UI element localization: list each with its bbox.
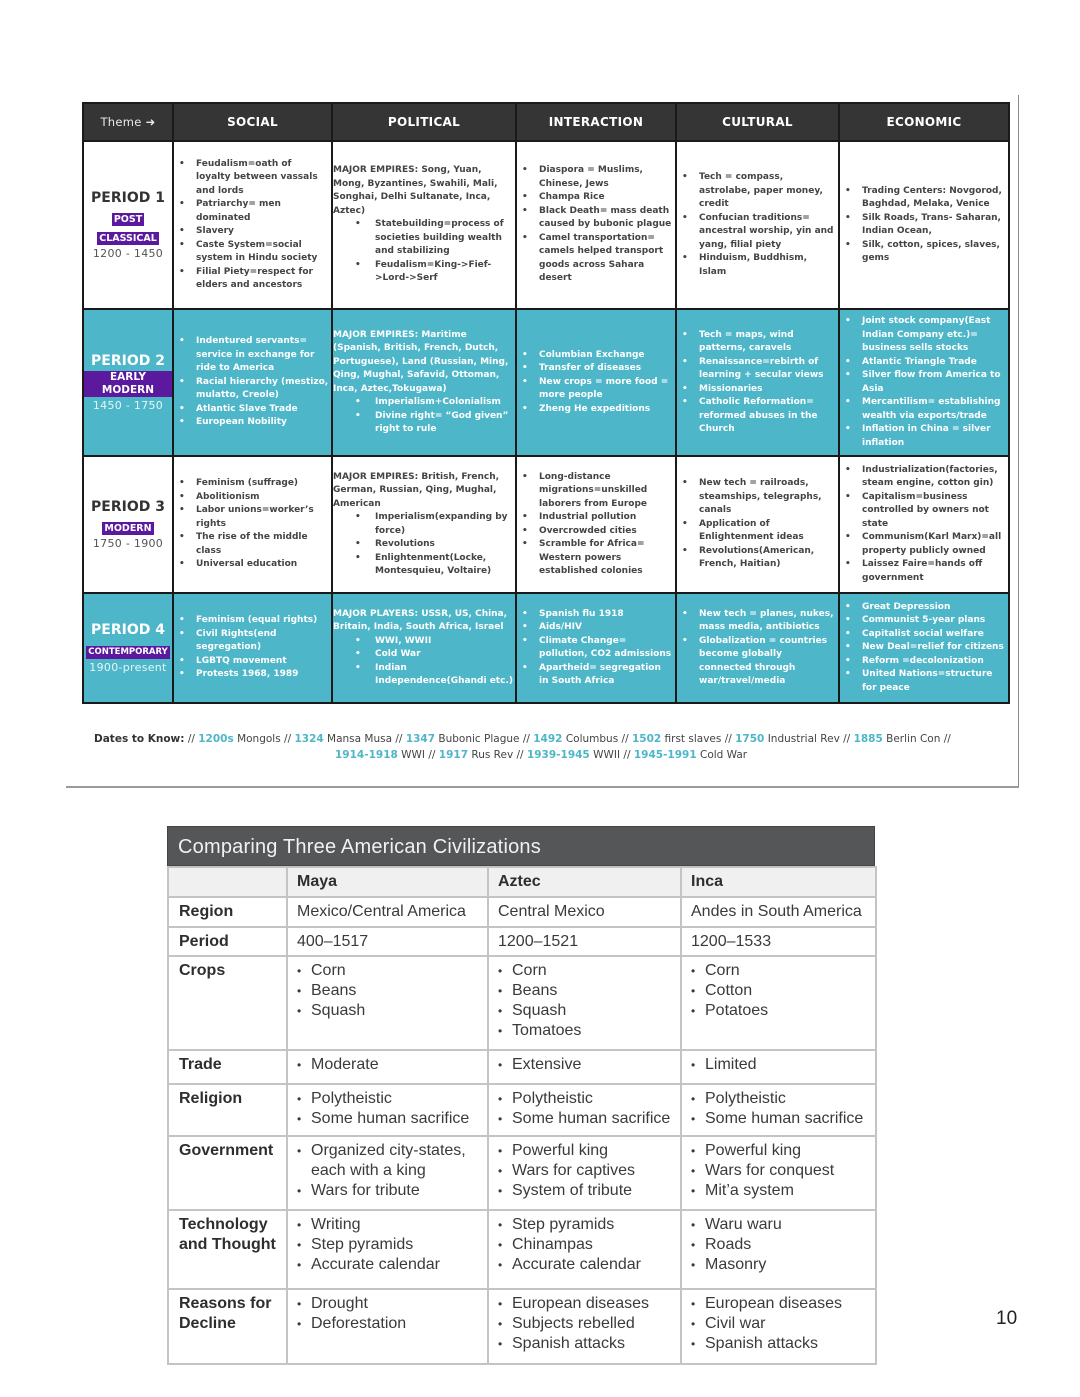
economic-item: • United Nations=structure for peace [862, 668, 1006, 695]
social-item: • Protests 1968, 1989 [196, 668, 329, 682]
political-item: • Feudalism=King->Fief->Lord->Serf [375, 259, 513, 286]
interaction-item: • Overcrowded cities [539, 525, 673, 539]
civilization-cell-item: • Beans [498, 981, 671, 1001]
civilization-row [168, 1050, 876, 1084]
page-border-right [1018, 95, 1019, 787]
civilization-cell-item: • European diseases [498, 1294, 671, 1314]
interaction-item: • Scramble for Africa= Western powers established colonies [539, 538, 673, 579]
civilization-row [168, 1084, 876, 1136]
date-year: 1939-1945 [526, 749, 590, 761]
row-label: Trade [168, 1050, 287, 1084]
economic-item: • Trading Centers: Novgorod, Baghdad, Melaka, Venice [862, 185, 1006, 212]
interaction-item: • Apartheid= segregation in South Africa [539, 662, 673, 689]
cultural-item: • Missionaries [699, 383, 836, 397]
period-name: PERIOD 4 [91, 622, 165, 638]
civilization-cell-item: • Powerful king [691, 1141, 866, 1161]
row-label: Religion [168, 1084, 287, 1136]
civilization-cell-item: • Polytheistic [498, 1089, 671, 1109]
interaction-item: • Columbian Exchange [539, 349, 673, 363]
interaction-cell [516, 456, 676, 593]
civilization-cell-item: • Accurate calendar [297, 1255, 478, 1275]
civilizations-table-title: Comparing Three American Civilizations [167, 826, 875, 866]
civilization-cell-item: • Accurate calendar [498, 1255, 671, 1275]
civilization-row [168, 1289, 876, 1364]
cultural-item: • Application of Enlightenment ideas [699, 518, 836, 545]
economic-item: • Silk Roads, Trans- Saharan, Indian Ocean, [862, 212, 1006, 239]
column-header-aztec: Aztec [488, 867, 681, 897]
row-label: Crops [168, 956, 287, 1050]
date-event: Columbus [565, 733, 619, 745]
civilization-cell-item: • System of tribute [498, 1181, 671, 1201]
civilization-cell: Andes in South America [681, 897, 876, 927]
date-year: 1347 [405, 733, 436, 745]
civilization-cell [287, 1210, 488, 1289]
civilization-cell-item: • Beans [297, 981, 478, 1001]
interaction-item: • Diaspora = Muslims, Chinese, Jews [539, 164, 673, 191]
civilization-cell [488, 956, 681, 1050]
political-cell [332, 456, 516, 593]
economic-item: • Mercantilism= establishing wealth via exports/trade [862, 396, 1006, 423]
period-row [83, 141, 1009, 309]
social-item: • The rise of the middle class [196, 531, 329, 558]
date-event: Cold War [699, 749, 748, 761]
civilization-row [168, 927, 876, 956]
social-cell [173, 593, 332, 703]
cultural-item: • New tech = railroads, steamships, telegraphs, canals [699, 477, 836, 518]
civilization-cell: Central Mexico [488, 897, 681, 927]
dates-label: Dates to Know: [94, 733, 185, 745]
political-lead: MAJOR EMPIRES: Song, Yuan, Mong, Byzantines, Swahili, Mali, Songhai, Delhi Sultanate, Inca, Aztec) [333, 165, 498, 216]
theme-header: Theme ➜ [83, 103, 173, 141]
civilization-cell-item: • Mit’a system [691, 1181, 866, 1201]
civilization-cell-item: • Moderate [297, 1055, 478, 1075]
interaction-item: • Black Death= mass death caused by bubonic plague [539, 205, 673, 232]
civilizations-table [167, 866, 877, 1365]
civilization-cell [287, 1050, 488, 1084]
civilization-cell [488, 1050, 681, 1084]
political-lead: MAJOR EMPIRES: Maritime (Spanish, British, French, Dutch, Portuguese), Land (Russian, Ming, Qing, Mughal, Safavid, Ottoman, Inca, Aztec,Tokugawa) [333, 329, 509, 394]
date-separator: // [843, 733, 851, 745]
date-year: 1492 [533, 733, 563, 745]
date-year: 1200s [198, 733, 234, 745]
date-year: 1917 [438, 749, 469, 761]
cultural-item: • Tech = maps, wind patterns, caravels [699, 329, 836, 356]
economic-item: • Reform =decolonization [862, 655, 1006, 669]
period-years: 1200 - 1450 [92, 247, 164, 260]
civilization-cell-item: • Polytheistic [297, 1089, 478, 1109]
social-item: • Caste System=social system in Hindu society [196, 239, 329, 266]
political-item: • Indian Independence(Ghandi etc.) [375, 662, 513, 689]
political-item: • WWI, WWII [375, 635, 513, 649]
political-cell [332, 593, 516, 703]
civilizations-header-row [168, 867, 876, 897]
political-lead: MAJOR EMPIRES: British, French, German, Russian, Qing, Mughal, American [333, 471, 500, 509]
civilization-cell-item: • Waru waru [691, 1215, 866, 1235]
civilization-cell-item: • Civil war [691, 1314, 866, 1334]
social-item: • Atlantic Slave Trade [196, 403, 329, 417]
social-cell [173, 141, 332, 309]
civilization-cell: 1200–1533 [681, 927, 876, 956]
economic-item: • Atlantic Triangle Trade [862, 356, 1006, 370]
row-label: Region [168, 897, 287, 927]
social-cell [173, 309, 332, 456]
date-event: Bubonic Plague [438, 733, 520, 745]
political-item: • Revolutions [375, 538, 513, 552]
civilization-cell-item: • Masonry [691, 1255, 866, 1275]
social-item: • Feminism (equal rights) [196, 614, 329, 628]
civilization-cell-item: • Extensive [498, 1055, 671, 1075]
date-separator: // [428, 749, 436, 761]
economic-item: • Industrialization(factories, steam engine, cotton gin) [862, 464, 1006, 491]
civilization-cell-item: • Powerful king [498, 1141, 671, 1161]
era-badge: CONTEMPORARY [88, 647, 168, 657]
economic-cell [839, 141, 1009, 309]
civilization-cell [488, 1210, 681, 1289]
civilization-cell [681, 1136, 876, 1210]
economic-item: • Communist 5-year plans [862, 614, 1006, 628]
cultural-item: • Tech = compass, astrolabe, paper money, credit [699, 171, 836, 212]
date-event: Mansa Musa [327, 733, 393, 745]
social-item: • Racial hierarchy (mestizo, mulatto, Creole) [196, 376, 329, 403]
civilization-cell-item: • Potatoes [691, 1001, 866, 1021]
date-year: 1945-1991 [633, 749, 697, 761]
economic-item: • Capitalism=business controlled by owners not state [862, 491, 1006, 532]
civilization-cell-item: • Some human sacrifice [297, 1109, 478, 1129]
civilization-cell [488, 1136, 681, 1210]
column-header-political: POLITICAL [332, 103, 516, 141]
civilization-cell-item: • European diseases [691, 1294, 866, 1314]
date-year: 1885 [853, 733, 883, 745]
economic-item: • Joint stock company(East Indian Company etc.)= business sells stocks [862, 315, 1006, 356]
economic-item: • Silk, cotton, spices, slaves, gems [862, 239, 1006, 266]
interaction-item: • Industrial pollution [539, 511, 673, 525]
political-item: • Enlightenment(Locke, Montesquieu, Voltaire) [375, 552, 513, 579]
dates-line-2 [94, 747, 1004, 763]
economic-item: • Great Depression [862, 601, 1006, 615]
period-years: 1900-present [89, 661, 167, 674]
social-item: • LGBTQ movement [196, 655, 329, 669]
period-row [83, 593, 1009, 703]
civilization-cell-item: • Subjects rebelled [498, 1314, 671, 1334]
economic-item: • Communism(Karl Marx)=all property publicly owned [862, 531, 1006, 558]
social-item: • Slavery [196, 225, 329, 239]
interaction-item: • Zheng He expeditions [539, 403, 673, 417]
civilization-cell-item: • Some human sacrifice [498, 1109, 671, 1129]
column-header-inca: Inca [681, 867, 876, 897]
date-event: Mongols [237, 733, 281, 745]
interaction-item: • New crops = more food = more people [539, 376, 673, 403]
cultural-item: • Confucian traditions= ancestral worship, yin and yang, filial piety [699, 212, 836, 253]
date-separator: // [284, 733, 292, 745]
periods-table [82, 102, 1010, 704]
column-header-maya: Maya [287, 867, 488, 897]
dates-line-1 [188, 733, 951, 745]
column-header-cultural: CULTURAL [676, 103, 839, 141]
interaction-cell [516, 141, 676, 309]
civilization-cell: 400–1517 [287, 927, 488, 956]
social-item: • Filial Piety=respect for elders and ancestors [196, 266, 329, 293]
date-event: WWI [401, 749, 426, 761]
period-years: 1450 - 1750 [92, 399, 164, 412]
civilization-cell [681, 1084, 876, 1136]
date-separator: // [395, 733, 403, 745]
page-number: 10 [996, 1308, 1018, 1329]
periods-header-row [83, 103, 1009, 141]
date-separator: // [943, 733, 951, 745]
date-year: 1324 [294, 733, 324, 745]
economic-item: • Capitalist social welfare [862, 628, 1006, 642]
civilization-cell-item: • Tomatoes [498, 1021, 671, 1041]
cultural-item: • Revolutions(American, French, Haitian) [699, 545, 836, 572]
civilization-cell [681, 1050, 876, 1084]
civilization-cell: Mexico/Central America [287, 897, 488, 927]
cultural-cell [676, 309, 839, 456]
date-year: 1914-1918 [335, 749, 398, 761]
civilizations-table-container [167, 826, 875, 1365]
interaction-item: • Long-distance migrations=unskilled laborers from Europe [539, 471, 673, 512]
date-event: first slaves [664, 733, 722, 745]
column-header-economic: ECONOMIC [839, 103, 1009, 141]
civilization-cell-item: • Wars for tribute [297, 1181, 478, 1201]
era-badge: POST [113, 214, 143, 225]
civilization-cell-item: • Spanish attacks [691, 1334, 866, 1354]
date-event: Berlin Con [886, 733, 941, 745]
date-separator: // [623, 749, 631, 761]
economic-item: • Silver flow from America to Asia [862, 369, 1006, 396]
interaction-item: • Aids/HIV [539, 621, 673, 635]
period-row [83, 456, 1009, 593]
cultural-item: • Globalization = countries become globally connected through war/travel/media [699, 635, 836, 689]
economic-cell [839, 309, 1009, 456]
row-label: Reasons for Decline [168, 1289, 287, 1364]
civilization-cell-item: • Corn [297, 961, 478, 981]
corner-cell [168, 867, 287, 897]
civilization-cell-item: • Cotton [691, 981, 866, 1001]
interaction-item: • Transfer of diseases [539, 362, 673, 376]
civilization-cell-item: • Squash [498, 1001, 671, 1021]
date-separator: // [522, 733, 530, 745]
period-label-cell [83, 456, 173, 593]
civilization-cell-item: • Wars for captives [498, 1161, 671, 1181]
dates-to-know [94, 731, 1004, 763]
political-lead: MAJOR PLAYERS: USSR, US, China, Britain, India, South Africa, Israel [333, 608, 508, 632]
social-item: • Feudalism=oath of loyalty between vassals and lords [196, 158, 329, 199]
period-label-cell [83, 309, 173, 456]
date-year: 1502 [631, 733, 662, 745]
interaction-item: • Champa Rice [539, 191, 673, 205]
row-label: Technology and Thought [168, 1210, 287, 1289]
social-cell [173, 456, 332, 593]
civilization-cell-item: • Some human sacrifice [691, 1109, 866, 1129]
political-cell [332, 141, 516, 309]
civilization-row [168, 897, 876, 927]
civilization-cell [287, 1136, 488, 1210]
civilization-cell: 1200–1521 [488, 927, 681, 956]
cultural-item: • Hinduism, Buddhism, Islam [699, 252, 836, 279]
social-item: • Patriarchy= men dominated [196, 198, 329, 225]
political-cell [332, 309, 516, 456]
civilization-cell [287, 1289, 488, 1364]
date-separator: // [621, 733, 629, 745]
social-item: • Civil Rights(end segregation) [196, 628, 329, 655]
civilization-cell-item: • Polytheistic [691, 1089, 866, 1109]
social-item: • Universal education [196, 558, 329, 572]
economic-item: • Laissez Faire=hands off government [862, 558, 1006, 585]
civilization-cell-item: • Corn [498, 961, 671, 981]
date-event: Rus Rev [471, 749, 514, 761]
economic-cell [839, 456, 1009, 593]
civilization-cell-item: • Drought [297, 1294, 478, 1314]
column-header-interaction: INTERACTION [516, 103, 676, 141]
period-name: PERIOD 1 [91, 190, 165, 206]
civilization-cell-item: • Wars for conquest [691, 1161, 866, 1181]
civilization-cell-item: • Organized city-states, each with a king [297, 1141, 478, 1181]
interaction-cell [516, 309, 676, 456]
era-badge: CLASSICAL [99, 233, 157, 244]
civilization-row [168, 956, 876, 1050]
political-item: • Imperialism(expanding by force) [375, 511, 513, 538]
period-label-cell [83, 141, 173, 309]
period-row [83, 309, 1009, 456]
era-badge: EARLY MODERN [84, 371, 172, 397]
date-event: WWII [593, 749, 621, 761]
economic-cell [839, 593, 1009, 703]
economic-item: • Inflation in China = silver inflation [862, 423, 1006, 450]
period-name: PERIOD 3 [91, 499, 165, 515]
cultural-cell [676, 456, 839, 593]
column-header-social: SOCIAL [173, 103, 332, 141]
cultural-cell [676, 593, 839, 703]
civilization-cell [287, 956, 488, 1050]
cultural-item: • Catholic Reformation= reformed abuses in the Church [699, 396, 836, 437]
period-years: 1750 - 1900 [92, 537, 164, 550]
civilization-cell [681, 956, 876, 1050]
political-item: • Imperialism+Colonialism [375, 396, 513, 410]
social-item: • European Nobility [196, 416, 329, 430]
civilization-cell [488, 1084, 681, 1136]
era-badge: MODERN [104, 523, 152, 534]
interaction-cell [516, 593, 676, 703]
civilization-cell-item: • Squash [297, 1001, 478, 1021]
civilization-cell-item: • Step pyramids [297, 1235, 478, 1255]
social-item: • Abolitionism [196, 491, 329, 505]
row-label: Government [168, 1136, 287, 1210]
civilization-cell [681, 1289, 876, 1364]
social-item: • Indentured servants= service in exchange for ride to America [196, 335, 329, 376]
interaction-item: • Spanish flu 1918 [539, 608, 673, 622]
civilization-cell-item: • Roads [691, 1235, 866, 1255]
period-name: PERIOD 2 [91, 353, 165, 369]
page-border-bottom [66, 786, 1019, 788]
civilization-cell-item: • Chinampas [498, 1235, 671, 1255]
social-item: • Labor unions=worker’s rights [196, 504, 329, 531]
social-item: • Feminism (suffrage) [196, 477, 329, 491]
date-separator: // [187, 733, 195, 745]
civilization-row [168, 1136, 876, 1210]
civilization-cell-item: • Spanish attacks [498, 1334, 671, 1354]
civilization-cell [287, 1084, 488, 1136]
civilization-cell [488, 1289, 681, 1364]
civilization-cell-item: • Writing [297, 1215, 478, 1235]
political-item: • Divine right= “God given” right to rule [375, 410, 513, 437]
civilization-row [168, 1210, 876, 1289]
civilization-cell [681, 1210, 876, 1289]
economic-item: • New Deal=relief for citizens [862, 641, 1006, 655]
date-year: 1750 [735, 733, 765, 745]
civilization-cell-item: • Corn [691, 961, 866, 981]
cultural-item: • Renaissance=rebirth of learning + secular views [699, 356, 836, 383]
civilization-cell-item: • Limited [691, 1055, 866, 1075]
interaction-item: • Camel transportation= camels helped transport goods across Sahara desert [539, 232, 673, 286]
civilization-cell-item: • Deforestation [297, 1314, 478, 1334]
interaction-item: • Climate Change= pollution, CO2 admissions [539, 635, 673, 662]
political-item: • Statebuilding=process of societies building wealth and stabilizing [375, 218, 513, 259]
date-separator: // [724, 733, 732, 745]
civilization-cell-item: • Step pyramids [498, 1215, 671, 1235]
cultural-item: • New tech = planes, nukes, mass media, antibiotics [699, 608, 836, 635]
period-label-cell [83, 593, 173, 703]
date-separator: // [516, 749, 524, 761]
political-item: • Cold War [375, 648, 513, 662]
cultural-cell [676, 141, 839, 309]
row-label: Period [168, 927, 287, 956]
date-event: Industrial Rev [767, 733, 840, 745]
